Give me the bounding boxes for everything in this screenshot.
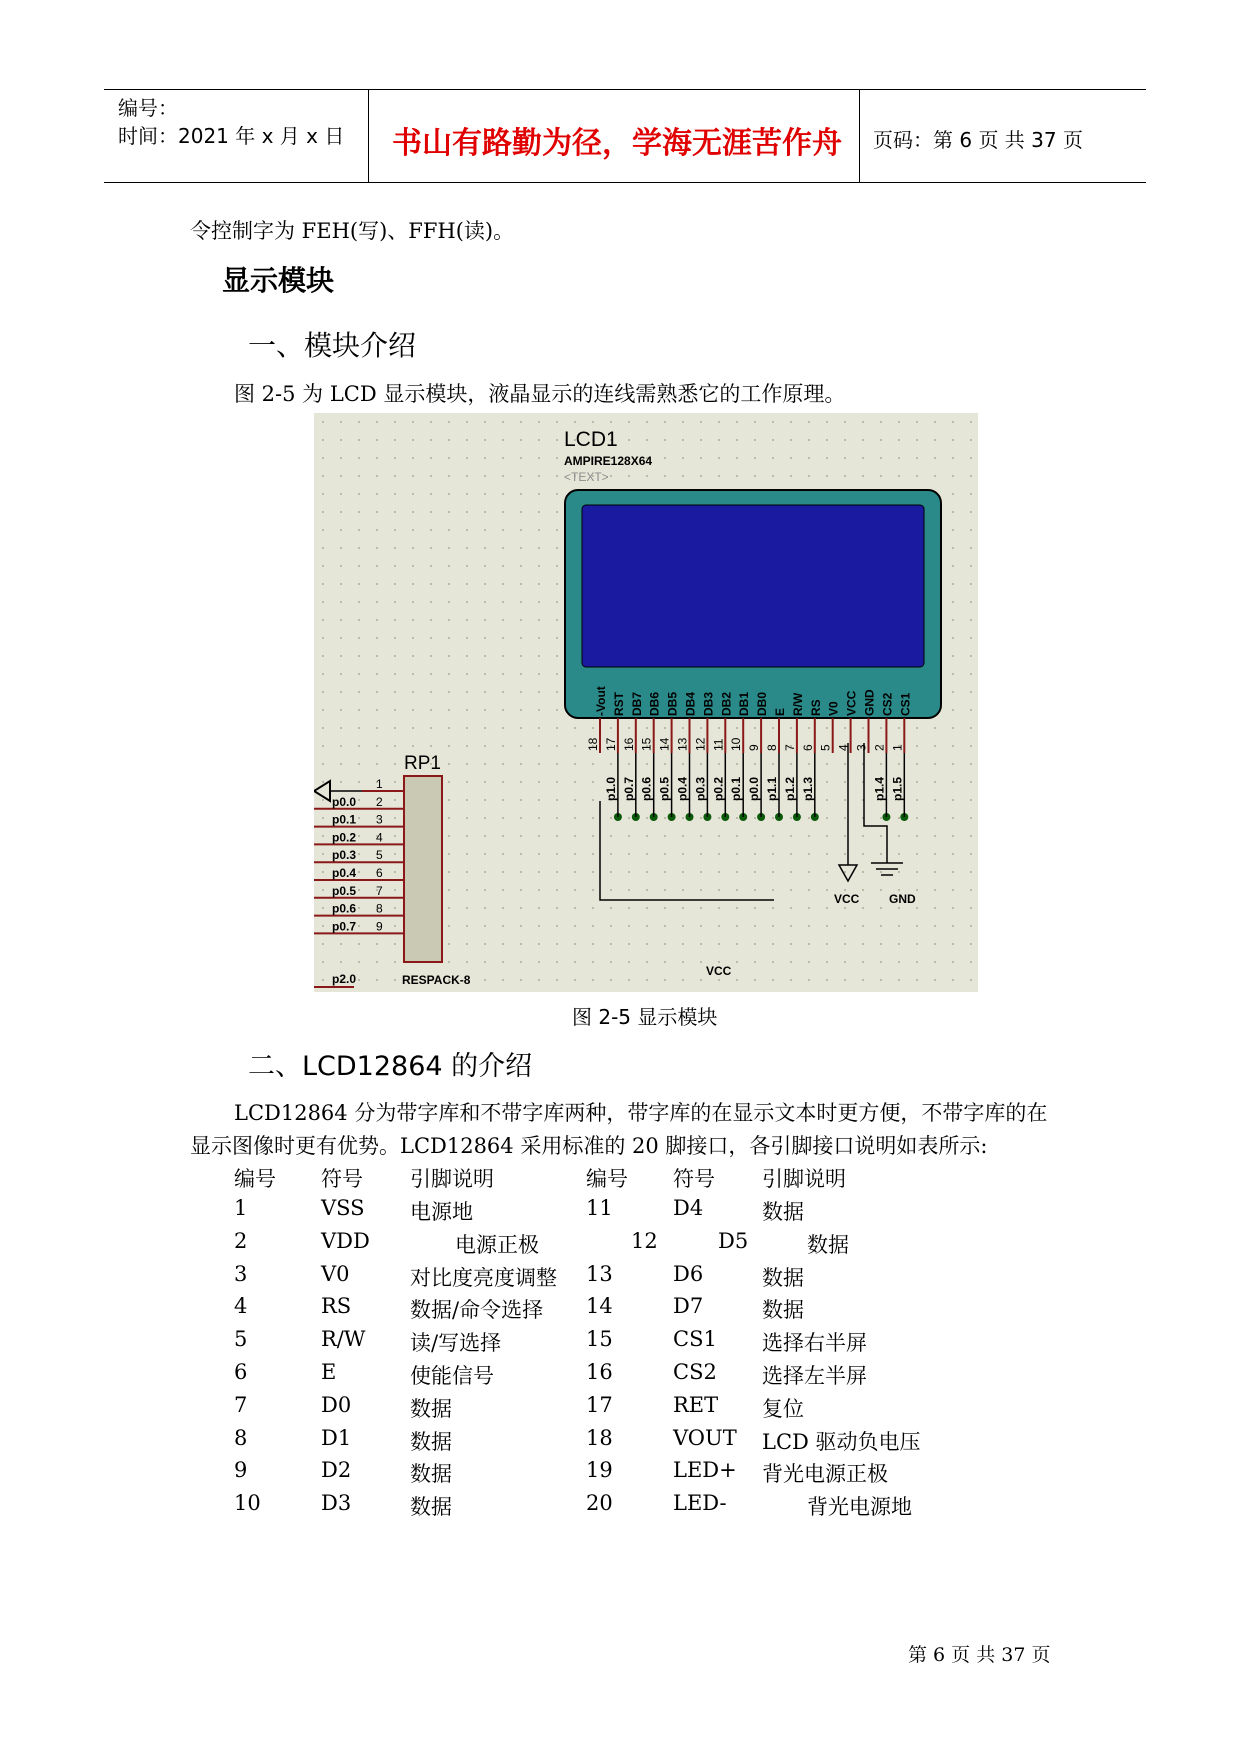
- lcd-net-label: p0.4: [675, 776, 690, 801]
- table-cell: 数据/命令选择: [410, 1298, 544, 1323]
- table-cell: 电源地: [410, 1200, 473, 1224]
- rp-net-label: p0.5: [332, 883, 357, 898]
- subsection-title: 二、LCD12864 的介绍: [248, 1051, 533, 1082]
- lcd-pin-number: 10: [729, 737, 744, 751]
- table-cell: 对比度亮度调整: [410, 1265, 557, 1290]
- table-header-cell: 引脚说明: [410, 1167, 494, 1191]
- header-page: 页码：第 6 页 共 37 页: [873, 128, 1083, 152]
- rp-net-label: p0.4: [332, 866, 357, 880]
- header-time: 时间：2021 年 x 月 x 日: [118, 124, 345, 148]
- table-cell: 13: [586, 1261, 613, 1286]
- lcd-pin-label: GND: [862, 689, 877, 716]
- table-header-cell: 编号: [586, 1167, 628, 1191]
- lcd-pin-label: DB5: [665, 691, 680, 716]
- header-divider: [859, 89, 860, 182]
- lcd-net-label: p0.7: [621, 776, 636, 801]
- header-number: 编号：: [118, 96, 178, 120]
- lcd-screen: [582, 505, 924, 667]
- table-cell: 1: [234, 1196, 248, 1220]
- rp-net-label: p0.3: [332, 848, 357, 863]
- rp-pin-number: 5: [376, 848, 383, 863]
- gnd-label: GND: [889, 892, 916, 906]
- table-cell: 背光电源地: [807, 1495, 912, 1520]
- rp-net-label: p0.0: [332, 794, 357, 809]
- table-cell: 背光电源正极: [762, 1462, 888, 1487]
- lcd-pin-label: -Vout: [594, 686, 608, 716]
- table-cell: 19: [586, 1458, 613, 1483]
- table-cell: 使能信号: [410, 1364, 494, 1388]
- table-cell: 8: [234, 1425, 248, 1450]
- table-cell: 电源正极: [455, 1232, 539, 1257]
- rp-pin-number: 1: [376, 777, 383, 791]
- table-cell: 数据: [410, 1462, 452, 1487]
- lcd-pin-number: 18: [586, 737, 600, 751]
- lcd-net-label: p0.2: [711, 776, 726, 801]
- table-cell: 数据: [762, 1200, 804, 1224]
- table-cell: D1: [321, 1425, 352, 1450]
- table-cell: 15: [586, 1327, 613, 1352]
- table-cell: 数据: [410, 1396, 452, 1421]
- lcd-pin-label: DB2: [719, 691, 734, 716]
- figure-caption: 图 2-5 显示模块: [572, 1005, 718, 1029]
- table-cell: 选择左半屏: [762, 1364, 867, 1388]
- rp-body: [404, 776, 442, 962]
- lcd-pin-label: VCC: [844, 690, 859, 716]
- table-cell: R/W: [321, 1327, 366, 1352]
- table-header-cell: 编号: [234, 1167, 276, 1191]
- section-title: 显示模块: [222, 264, 335, 297]
- table-cell: V0: [321, 1261, 350, 1286]
- table-cell: RS: [321, 1294, 352, 1319]
- table-cell: E: [321, 1360, 337, 1384]
- table-cell: 数据: [762, 1265, 804, 1290]
- lcd-pin-label: DB3: [701, 691, 716, 716]
- lcd-schematic-figure: [314, 413, 978, 992]
- lcd-pin-number: 13: [675, 737, 690, 751]
- lcd-model: AMPIRE128X64: [564, 454, 653, 468]
- figure-intro: 图 2-5 为 LCD 显示模块，液晶显示的连线需熟悉它的工作原理。: [234, 382, 846, 406]
- rp-net-label: p0.7: [332, 919, 357, 934]
- table-cell: CS2: [673, 1360, 717, 1384]
- table-cell: VSS: [321, 1196, 365, 1220]
- table-cell: 11: [586, 1196, 613, 1220]
- vcc-label: VCC: [834, 892, 860, 906]
- table-cell: 3: [234, 1261, 248, 1286]
- table-cell: RET: [673, 1392, 719, 1417]
- table-cell: 18: [586, 1425, 613, 1450]
- lcd-pin-label: RS: [808, 699, 823, 716]
- lcd-pin-number: 9: [747, 744, 762, 751]
- rp-pin-number: 3: [376, 812, 383, 827]
- table-cell: 数据: [410, 1429, 452, 1454]
- subsection-title: 一、模块介绍: [248, 329, 417, 362]
- table-cell: 2: [234, 1228, 248, 1253]
- lcd-pin-number: 14: [657, 737, 672, 751]
- table-cell: 4: [234, 1294, 248, 1319]
- paragraph: 显示图像时更有优势。LCD12864 采用标准的 20 脚接口，各引脚接口说明如表所示:: [190, 1134, 988, 1158]
- header-motto: 书山有路勤为径，学海无涯苦作舟: [392, 126, 842, 161]
- table-header-cell: 符号: [321, 1167, 363, 1191]
- table-cell: D6: [673, 1261, 704, 1286]
- lcd-name: LCD1: [564, 428, 618, 451]
- paragraph: LCD12864 分为带字库和不带字库两种，带字库的在显示文本时更方便，不带字库的在: [234, 1101, 1048, 1125]
- p20-label: p2.0: [332, 972, 357, 986]
- lcd-pin-label: R/W: [790, 692, 805, 716]
- rp-pin-number: 2: [376, 794, 383, 809]
- intro-line: 令控制字为 FEH(写)、FFH(读)。: [190, 219, 515, 243]
- lcd-pin-number: 12: [693, 737, 708, 751]
- rp-pin-number: 4: [376, 830, 383, 845]
- table-cell: 数据: [807, 1232, 849, 1257]
- table-cell: CS1: [673, 1327, 717, 1352]
- lcd-net-label: p0.1: [729, 776, 744, 801]
- page-footer: 第 6 页 共 37 页: [908, 1644, 1051, 1666]
- header-bottom-rule: [104, 182, 1146, 183]
- lcd-pin-number: 5: [818, 744, 833, 751]
- vcc-bottom-label: VCC: [706, 964, 732, 978]
- table-cell: 5: [234, 1327, 248, 1352]
- lcd-pin-number: 4: [836, 744, 851, 751]
- lcd-pin-number: 17: [603, 737, 618, 751]
- lcd-pin-number: 8: [765, 744, 779, 751]
- rp-pin-number: 8: [376, 901, 383, 916]
- lcd-net-label: p1.0: [603, 776, 618, 801]
- lcd-pin-label: DB4: [683, 691, 698, 716]
- lcd-pin-label: CS2: [880, 692, 895, 716]
- table-cell: VOUT: [673, 1425, 737, 1450]
- table-cell: LED+: [673, 1458, 737, 1483]
- table-cell: 14: [586, 1294, 613, 1319]
- table-header-cell: 引脚说明: [762, 1167, 846, 1191]
- lcd-pin-label: V0: [826, 701, 841, 716]
- table-cell: 16: [586, 1360, 613, 1384]
- rp-pin-number: 6: [376, 866, 383, 880]
- lcd-pin-label: RST: [611, 692, 626, 716]
- table-cell: D7: [673, 1294, 704, 1319]
- lcd-pin-number: 16: [621, 737, 636, 751]
- lcd-pin-number: 15: [639, 737, 654, 751]
- lcd-pin-number: 2: [872, 744, 887, 751]
- lcd-net-label: p0.5: [657, 776, 672, 801]
- header-top-rule: [104, 89, 1146, 90]
- table-cell: 20: [586, 1491, 613, 1516]
- table-cell: D0: [321, 1392, 352, 1417]
- lcd-pin-number: 7: [782, 744, 797, 751]
- lcd-pin-label: DB7: [629, 691, 644, 716]
- lcd-pin-label: DB6: [647, 691, 662, 716]
- table-cell: LCD 驱动负电压: [762, 1429, 921, 1454]
- table-cell: 数据: [762, 1298, 804, 1323]
- rp-net-label: p0.6: [332, 901, 357, 916]
- table-cell: VDD: [321, 1228, 370, 1253]
- rp-net-label: p0.2: [332, 830, 357, 845]
- lcd-text-placeholder: <TEXT>: [564, 470, 609, 484]
- table-cell: D3: [321, 1491, 352, 1516]
- lcd-pin-number: 3: [854, 744, 869, 751]
- table-cell: D2: [321, 1458, 352, 1483]
- table-cell: 9: [234, 1458, 248, 1483]
- table-cell: LED-: [673, 1491, 727, 1516]
- lcd-net-label: p1.1: [765, 776, 779, 801]
- table-cell: D5: [718, 1228, 749, 1253]
- header-divider: [368, 89, 369, 182]
- lcd-net-label: p0.3: [693, 776, 708, 801]
- table-cell: 10: [234, 1491, 261, 1516]
- table-cell: 选择右半屏: [762, 1331, 867, 1356]
- table-cell: D4: [673, 1196, 704, 1220]
- lcd-net-label: p1.4: [872, 776, 887, 801]
- lcd-pin-label: DB0: [755, 691, 770, 716]
- lcd-pin-label: E: [773, 707, 787, 716]
- table-cell: 12: [631, 1228, 658, 1253]
- lcd-pin-label: DB1: [737, 691, 752, 716]
- table-header-cell: 符号: [673, 1167, 715, 1191]
- table-cell: 数据: [410, 1495, 452, 1520]
- lcd-pin-label: CS1: [898, 692, 913, 716]
- table-cell: 17: [586, 1392, 613, 1417]
- table-cell: 7: [234, 1392, 248, 1417]
- rp-net-label: p0.1: [332, 812, 357, 827]
- lcd-net-label: p1.2: [782, 776, 797, 801]
- lcd-net-label: p1.5: [890, 776, 905, 801]
- table-cell: 6: [234, 1360, 248, 1384]
- table-cell: 读/写选择: [410, 1331, 502, 1356]
- lcd-net-label: p1.3: [800, 776, 815, 801]
- lcd-net-label: p0.0: [747, 776, 762, 801]
- rp-model: RESPACK-8: [402, 973, 471, 987]
- lcd-pin-number: 6: [800, 744, 815, 751]
- rp-pin-number: 9: [376, 919, 383, 934]
- lcd-pin-number: 11: [711, 738, 726, 751]
- lcd-net-label: p0.6: [639, 776, 654, 801]
- table-cell: 复位: [762, 1396, 804, 1421]
- lcd-pin-number: 1: [890, 744, 905, 751]
- rp-pin-number: 7: [376, 883, 383, 898]
- rp-name: RP1: [404, 753, 441, 774]
